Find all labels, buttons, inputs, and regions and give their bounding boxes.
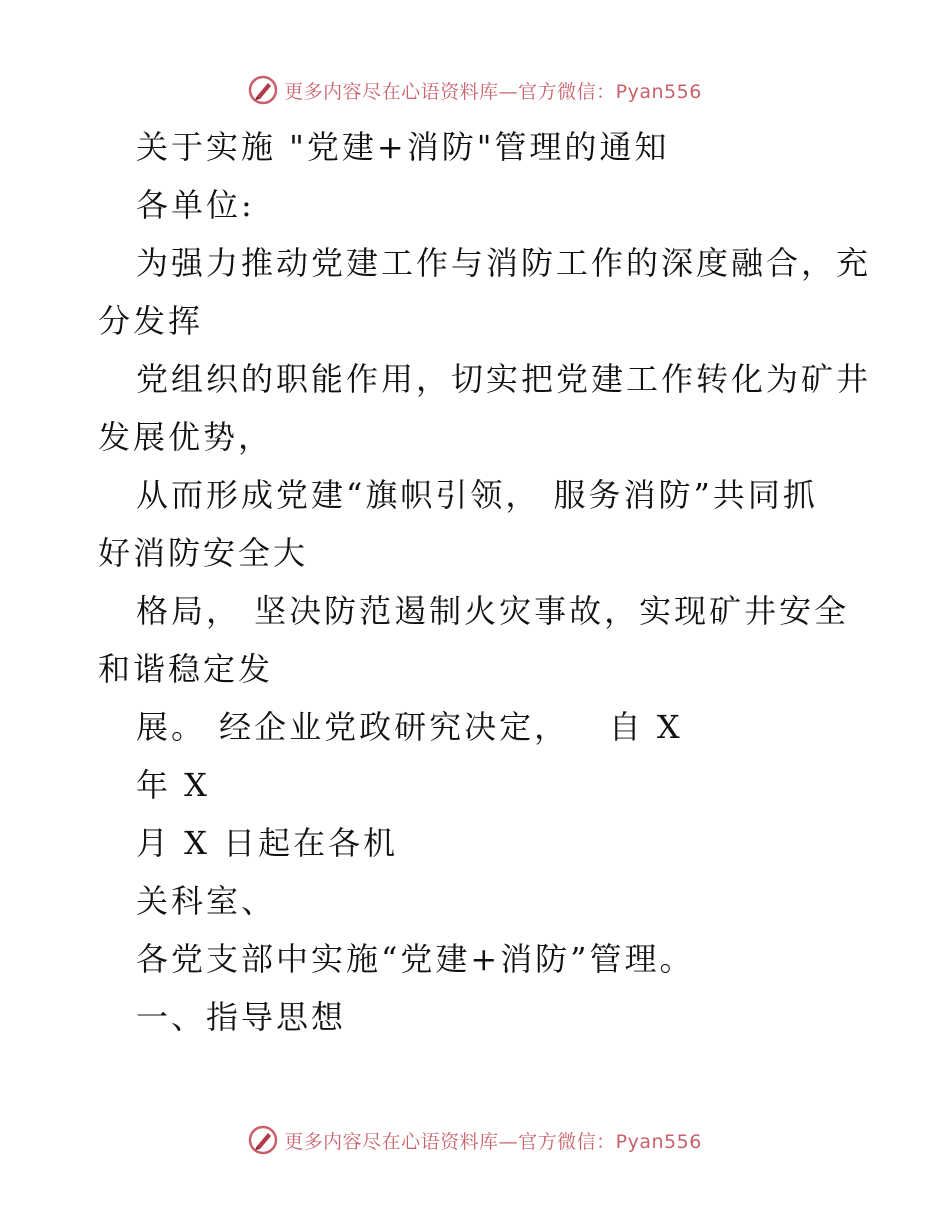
watermark-text-wechat-id: Pyan556 [615,80,702,103]
pen-seal-icon [248,75,278,105]
watermark-text-cn: 更多内容尽在心语资料库—官方微信： [284,1130,616,1153]
header-watermark [0,72,950,108]
watermark-text [284,77,702,104]
document-line: 好消防安全大 [98,534,309,572]
footer-watermark [0,1122,950,1158]
document-line: 各党支部中实施“党建+消防”管理。 [136,940,695,978]
document-line: 为强力推动党建工作与消防工作的深度融合，充 [136,244,872,282]
document-line: 分发挥 [98,302,204,340]
document-body [0,118,950,1046]
document-line: 月 X 日起在各机 [136,824,399,862]
watermark-text [284,1127,702,1154]
document-line: 党组织的职能作用，切实把党建工作转化为矿井 [136,360,872,398]
document-line: 年 X [136,766,210,804]
document-line: 和谐稳定发 [98,650,274,688]
watermark-text-wechat-id: Pyan556 [615,1130,702,1153]
document-line: 从而形成党建“旗帜引领， 服务消防”共同抓 [136,476,818,514]
document-line: 格局， 坚决防范遏制火灾事故，实现矿井安全 [136,592,850,630]
document-line: 各单位: [136,186,255,224]
pen-seal-icon [248,1125,278,1155]
watermark-text-cn: 更多内容尽在心语资料库—官方微信： [284,80,616,103]
document-line: 发展优势， [98,418,274,456]
document-title: 关于实施 "党建+消防"管理的通知 [136,128,670,166]
document-line: 一、指导思想 [136,998,347,1036]
document-line: 展。 经企业党政研究决定， 自 X [136,708,683,746]
document-line: 关科室、 [136,882,277,920]
